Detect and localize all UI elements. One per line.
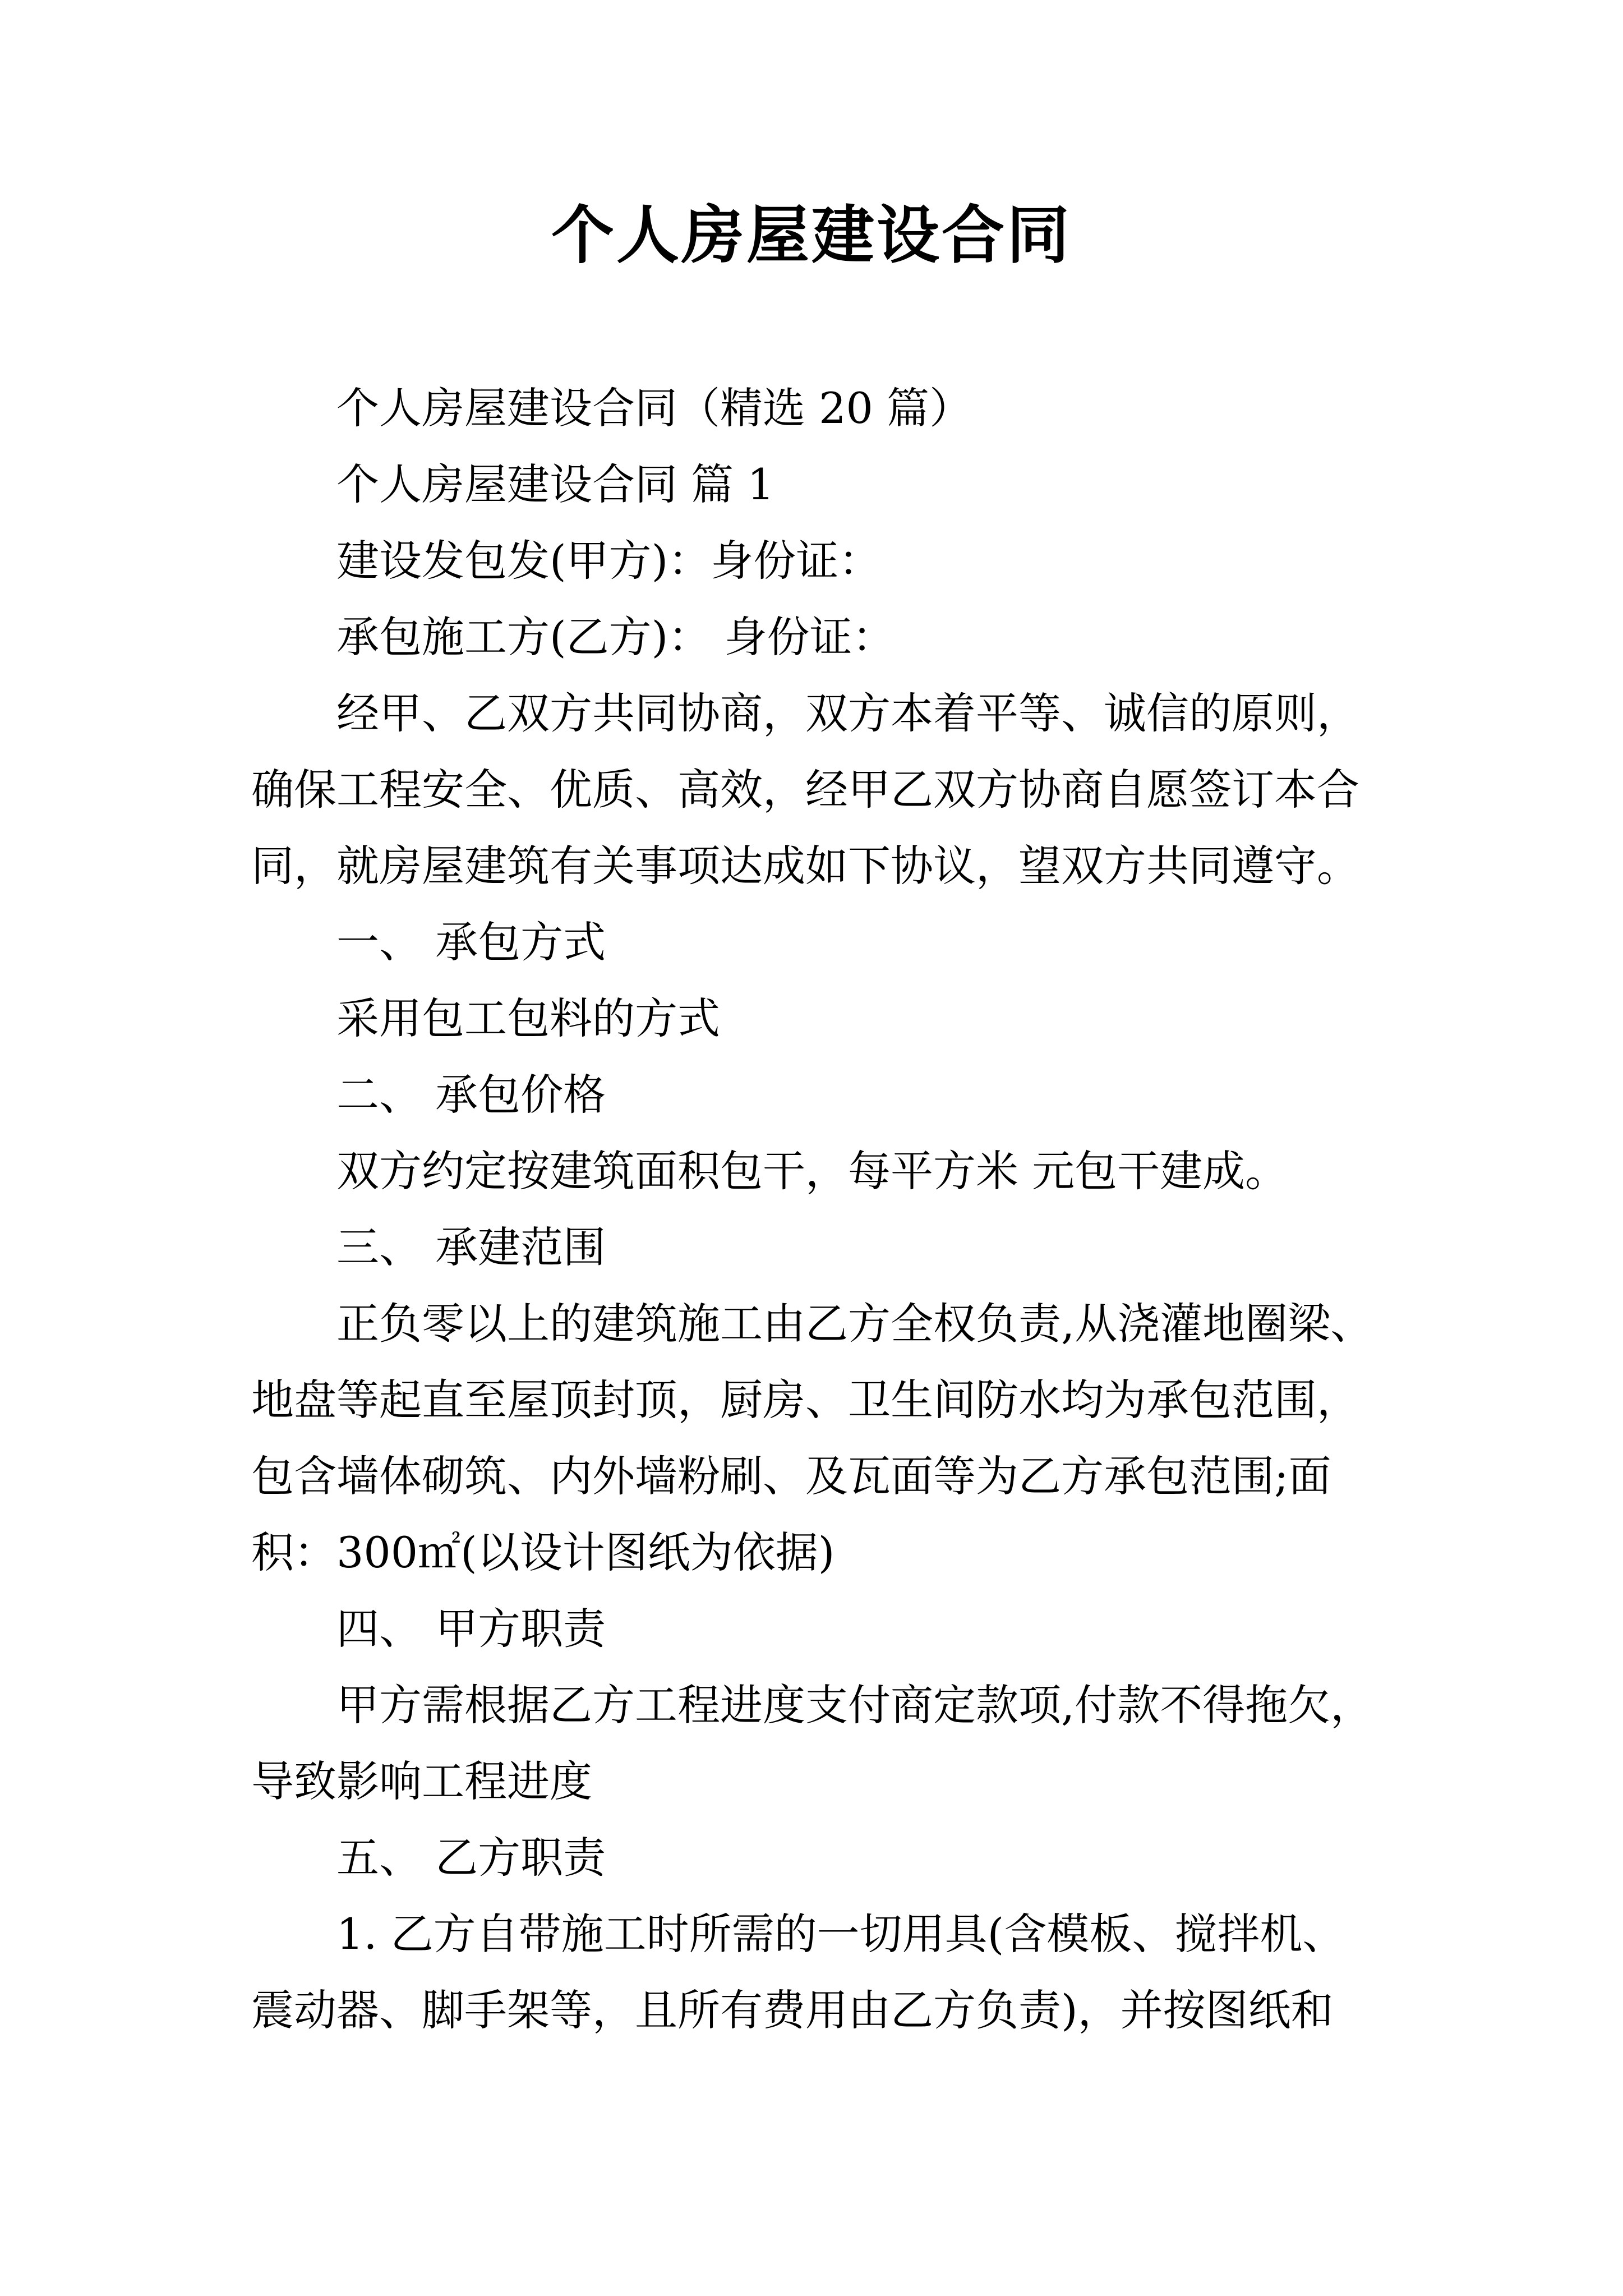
text-line: 二、 承包价格 bbox=[336, 1070, 606, 1120]
paragraph-party-a-duties bbox=[251, 1667, 1423, 1820]
text-line: 双方约定按建筑面积包干，每平方米 元包干建成。 bbox=[336, 1146, 1288, 1196]
text-line: 包含墙体砌筑、内外墙粉刷、及瓦面等为乙方承包范围;面 bbox=[251, 1451, 1331, 1501]
text-line: 承包施工方(乙方)： 身份证： bbox=[336, 612, 895, 662]
text-line: 地盘等起直至屋顶封顶，厨房、卫生间防水均为承包范围， bbox=[251, 1375, 1359, 1425]
text-line: 正负零以上的建筑施工由乙方全权负责,从浇灌地圈梁、 bbox=[336, 1299, 1373, 1349]
text-line: 个人房屋建设合同 篇 1 bbox=[336, 459, 774, 509]
document-body bbox=[251, 370, 1423, 2049]
text-line: 导致影响工程进度 bbox=[251, 1756, 592, 1806]
text-line: 积：300㎡(以设计图纸为依据) bbox=[251, 1527, 835, 1577]
paragraph-section-heading bbox=[251, 447, 1423, 523]
paragraph-party-b bbox=[251, 599, 1423, 675]
paragraph-intro bbox=[251, 675, 1423, 904]
paragraph-party-b-duties bbox=[251, 1896, 1423, 2049]
text-line: 经甲、乙双方共同协商，双方本着平等、诚信的原则， bbox=[336, 688, 1359, 738]
text-line: 建设发包发(甲方)：身份证： bbox=[336, 536, 882, 586]
paragraph-contract-price bbox=[251, 1133, 1423, 1209]
heading-contract-method bbox=[251, 904, 1423, 981]
paragraph-contract-method bbox=[251, 981, 1423, 1057]
heading-construction-scope bbox=[251, 1209, 1423, 1286]
text-line: 确保工程安全、优质、高效，经甲乙双方协商自愿签订本合 bbox=[251, 765, 1359, 815]
text-line: 1. 乙方自带施工时所需的一切用具(含模板、搅拌机、 bbox=[336, 1909, 1345, 1959]
heading-party-b-duties bbox=[251, 1820, 1423, 1896]
heading-party-a-duties bbox=[251, 1591, 1423, 1667]
text-line: 个人房屋建设合同（精选 20 篇） bbox=[336, 383, 972, 433]
text-line: 采用包工包料的方式 bbox=[336, 993, 720, 1043]
heading-contract-price bbox=[251, 1057, 1423, 1133]
text-line: 甲方需根据乙方工程进度支付商定款项,付款不得拖欠， bbox=[336, 1680, 1373, 1730]
text-line: 同，就房屋建筑有关事项达成如下协议，望双方共同遵守。 bbox=[251, 841, 1359, 891]
text-line: 震动器、脚手架等，且所有费用由乙方负责)，并按图纸和 bbox=[251, 1985, 1334, 2035]
paragraph-construction-scope bbox=[251, 1286, 1423, 1591]
paragraph-party-a bbox=[251, 523, 1423, 599]
text-line: 四、 甲方职责 bbox=[336, 1604, 606, 1654]
text-line: 一、 承包方式 bbox=[336, 917, 606, 967]
document-title: 个人房屋建设合同 bbox=[551, 199, 1072, 272]
text-line: 五、 乙方职责 bbox=[336, 1833, 606, 1883]
text-line: 三、 承建范围 bbox=[336, 1222, 606, 1272]
paragraph-subtitle bbox=[251, 370, 1423, 447]
